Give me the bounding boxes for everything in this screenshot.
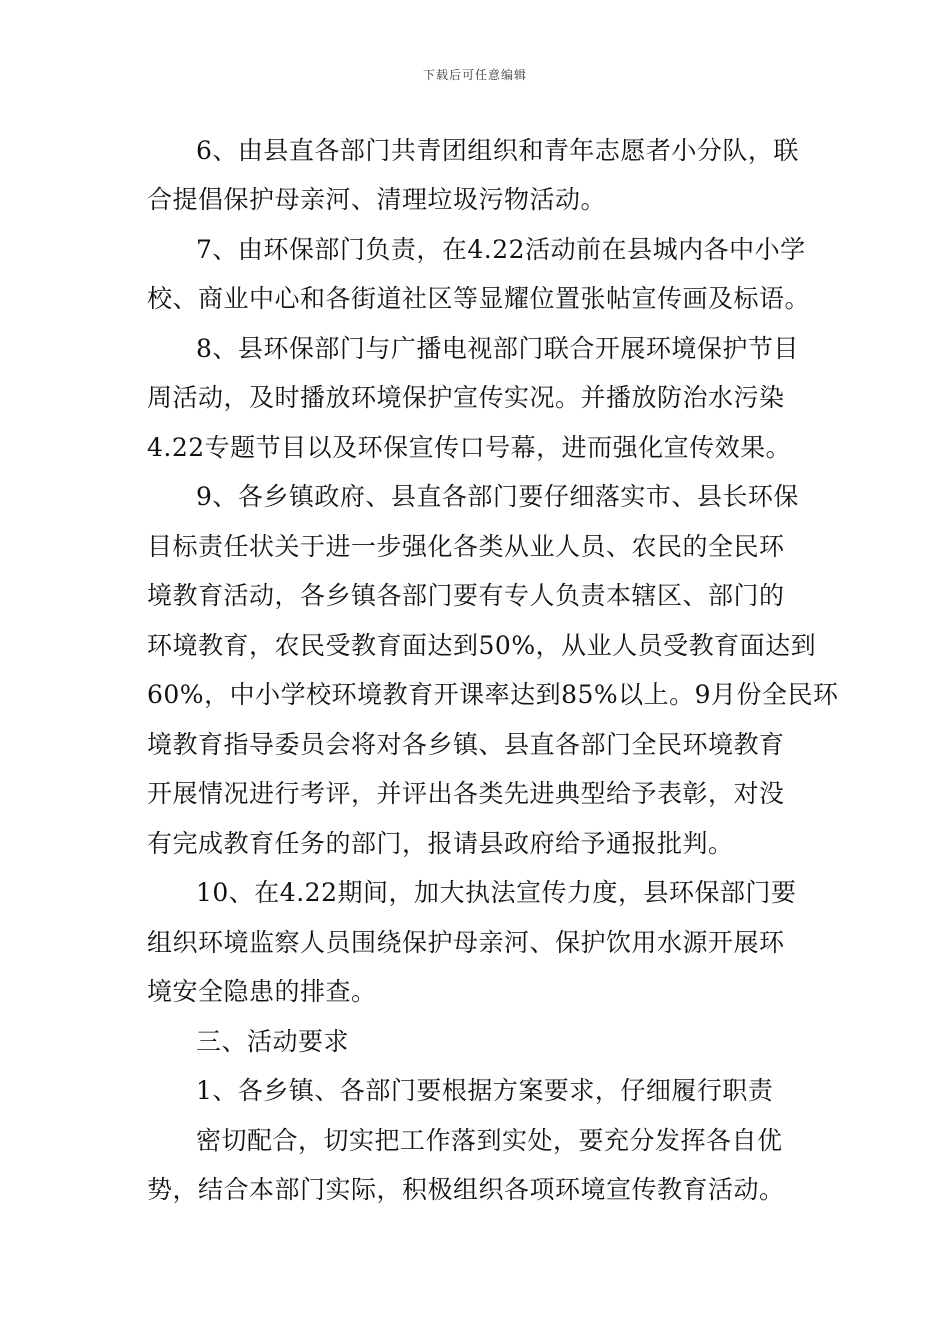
paragraph-line: 密切配合，切实把工作落到实处，要充分发挥各自优 xyxy=(196,1126,783,1155)
paragraph-line: 6、由县直各部门共青团组织和青年志愿者小分队，联 xyxy=(196,136,799,165)
paragraph-line: 境教育活动，各乡镇各部门要有专人负责本辖区、部门的 xyxy=(147,581,785,610)
paragraph-line: 势，结合本部门实际，积极组织各项环境宣传教育活动。 xyxy=(147,1175,785,1204)
paragraph-line: 9、各乡镇政府、县直各部门要仔细落实市、县长环保 xyxy=(196,482,799,511)
paragraph-line: 开展情况进行考评，并评出各类先进典型给予表彰，对没 xyxy=(147,779,785,808)
paragraph-line: 10、在4.22期间，加大执法宣传力度，县环保部门要 xyxy=(196,878,797,907)
paragraph-line: 60%，中小学校环境教育开课率达到85%以上。9月份全民环 xyxy=(147,680,839,709)
paragraph-line: 8、县环保部门与广播电视部门联合开展环境保护节目 xyxy=(196,334,799,363)
paragraph-line: 7、由环保部门负责，在4.22活动前在县城内各中小学 xyxy=(196,235,806,264)
paragraph-line: 4.22专题节目以及环保宣传口号幕，进而强化宣传效果。 xyxy=(147,433,792,462)
paragraph-line: 境安全隐患的排查。 xyxy=(147,977,377,1006)
paragraph-line: 1、各乡镇、各部门要根据方案要求，仔细履行职责 xyxy=(196,1076,774,1105)
paragraph-line: 周活动，及时播放环境保护宣传实况。并播放防治水污染 xyxy=(147,383,785,412)
page-header: 下载后可任意编辑 xyxy=(422,68,527,82)
paragraph-line: 组织环境监察人员围绕保护母亲河、保护饮用水源开展环 xyxy=(147,928,785,957)
paragraph-line: 有完成教育任务的部门，报请县政府给予通报批判。 xyxy=(147,829,734,858)
section-heading: 三、活动要求 xyxy=(196,1027,350,1056)
paragraph-line: 境教育指导委员会将对各乡镇、县直各部门全民环境教育 xyxy=(147,730,785,759)
paragraph-line: 合提倡保护母亲河、清理垃圾污物活动。 xyxy=(147,185,607,214)
paragraph-line: 校、商业中心和各街道社区等显耀位置张帖宣传画及标语。 xyxy=(147,284,811,313)
paragraph-line: 目标责任状关于进一步强化各类从业人员、农民的全民环 xyxy=(147,532,785,561)
paragraph-line: 环境教育，农民受教育面达到50%，从业人员受教育面达到 xyxy=(147,631,817,660)
